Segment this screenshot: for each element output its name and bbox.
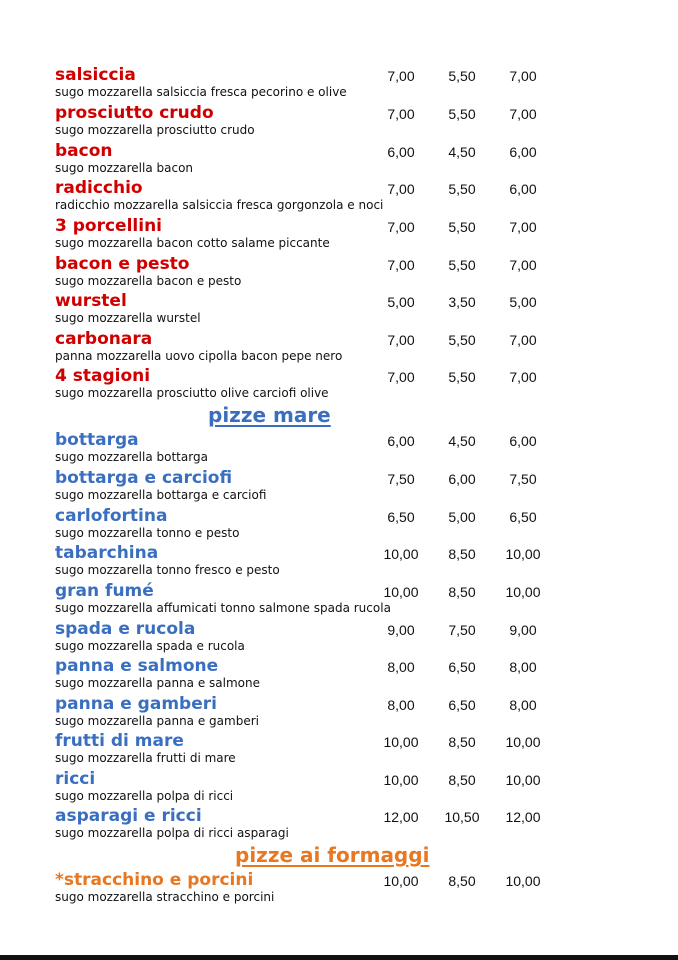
item-price-2: 8,50 [448,873,476,889]
item-price-3: 7,00 [509,219,537,235]
item-description: sugo mozzarella spada e rucola [55,639,245,653]
item-description: panna mozzarella uovo cipolla bacon pepe nero [55,349,343,363]
item-price-3: 12,00 [505,809,541,825]
menu-item [0,731,678,769]
item-price-3: 6,00 [509,144,537,160]
item-price-2: 3,50 [448,294,476,310]
item-price-1: 8,00 [387,697,415,713]
item-description: sugo mozzarella prosciutto crudo [55,123,255,137]
menu-item [0,329,678,367]
item-price-3: 6,50 [509,509,537,525]
item-price-1: 6,00 [387,144,415,160]
item-name: carlofortina [55,506,168,526]
item-price-2: 4,50 [448,433,476,449]
item-name: spada e rucola [55,619,196,639]
section-title: pizze mare [208,403,331,427]
item-price-2: 10,50 [444,809,480,825]
item-price-1: 7,00 [387,106,415,122]
item-description: sugo mozzarella affumicati tonno salmone spada rucola [55,601,391,615]
item-price-2: 8,50 [448,772,476,788]
item-price-1: 7,00 [387,332,415,348]
item-description: sugo mozzarella tonno fresco e pesto [55,563,280,577]
section-title: pizze ai formaggi [235,843,430,867]
item-price-3: 6,00 [509,433,537,449]
item-price-1: 7,00 [387,68,415,84]
menu-item [0,656,678,694]
item-description: sugo mozzarella prosciutto olive carciofi olive [55,386,329,400]
item-price-2: 8,50 [448,734,476,750]
menu-item [0,291,678,329]
item-price-1: 10,00 [383,772,419,788]
item-price-3: 7,00 [509,106,537,122]
menu-item [0,216,678,254]
item-price-3: 10,00 [505,772,541,788]
item-price-2: 5,00 [448,509,476,525]
item-name: 3 porcellini [55,216,162,236]
item-price-2: 5,50 [448,219,476,235]
item-description: sugo mozzarella panna e gamberi [55,714,259,728]
item-price-1: 12,00 [383,809,419,825]
menu-item [0,254,678,292]
item-price-1: 7,00 [387,219,415,235]
item-description: sugo mozzarella panna e salmone [55,676,261,690]
item-price-1: 6,00 [387,433,415,449]
item-price-2: 6,50 [448,697,476,713]
item-price-3: 7,00 [509,257,537,273]
item-price-1: 10,00 [383,873,419,889]
menu-item [0,141,678,179]
item-description: sugo mozzarella salsiccia fresca pecorino e olive [55,85,347,99]
item-name: bacon [55,141,113,161]
menu-item [0,430,678,468]
item-price-3: 10,00 [505,546,541,562]
bottom-border [0,955,678,960]
menu-item [0,506,678,544]
item-description: sugo mozzarella polpa di ricci [55,789,234,803]
item-name: radicchio [55,178,143,198]
item-description: sugo mozzarella bacon e pesto [55,274,242,288]
menu-item [0,806,678,844]
item-price-2: 5,50 [448,332,476,348]
menu-item [0,870,678,908]
item-price-3: 10,00 [505,734,541,750]
item-description: sugo mozzarella bottarga e carciofi [55,488,267,502]
item-price-2: 8,50 [448,546,476,562]
item-price-3: 9,00 [509,622,537,638]
item-price-1: 10,00 [383,584,419,600]
item-description: sugo mozzarella frutti di mare [55,751,236,765]
item-name: panna e salmone [55,656,219,676]
item-price-2: 7,50 [448,622,476,638]
item-price-2: 5,50 [448,106,476,122]
item-description: sugo mozzarella wurstel [55,311,201,325]
menu-item [0,694,678,732]
item-price-3: 10,00 [505,873,541,889]
item-price-1: 7,00 [387,369,415,385]
item-name: bottarga e carciofi [55,468,233,488]
item-price-2: 6,00 [448,471,476,487]
item-price-1: 7,00 [387,181,415,197]
item-name: salsiccia [55,65,136,85]
item-price-1: 10,00 [383,734,419,750]
item-name: gran fumé [55,581,154,601]
item-price-1: 5,00 [387,294,415,310]
item-price-2: 8,50 [448,584,476,600]
item-price-3: 7,00 [509,68,537,84]
item-name: ricci [55,769,96,789]
item-price-2: 5,50 [448,257,476,273]
item-price-2: 5,50 [448,369,476,385]
item-name: 4 stagioni [55,366,151,386]
item-price-3: 10,00 [505,584,541,600]
item-price-1: 7,50 [387,471,415,487]
item-description: sugo mozzarella bottarga [55,450,208,464]
item-price-1: 9,00 [387,622,415,638]
item-description: sugo mozzarella bacon [55,161,194,175]
item-price-3: 7,00 [509,369,537,385]
item-price-3: 5,00 [509,294,537,310]
item-description: sugo mozzarella tonno e pesto [55,526,240,540]
item-name: frutti di mare [55,731,184,751]
item-name: prosciutto crudo [55,103,214,123]
menu-item [0,178,678,216]
menu-item [0,103,678,141]
item-price-2: 6,50 [448,659,476,675]
menu-item [0,65,678,103]
menu-item [0,581,678,619]
item-price-3: 8,00 [509,659,537,675]
item-description: radicchio mozzarella salsiccia fresca gorgonzola e noci [55,198,384,212]
item-name: bacon e pesto [55,254,190,274]
item-price-2: 5,50 [448,68,476,84]
menu-item [0,468,678,506]
item-price-3: 6,00 [509,181,537,197]
item-description: sugo mozzarella bacon cotto salame piccante [55,236,330,250]
menu-item [0,366,678,404]
item-price-1: 10,00 [383,546,419,562]
menu-item [0,619,678,657]
item-price-3: 7,00 [509,332,537,348]
item-description: sugo mozzarella polpa di ricci asparagi [55,826,289,840]
item-description: sugo mozzarella stracchino e porcini [55,890,275,904]
item-price-1: 8,00 [387,659,415,675]
item-price-1: 6,50 [387,509,415,525]
item-name: wurstel [55,291,127,311]
item-price-3: 7,50 [509,471,537,487]
menu-item [0,769,678,807]
item-name: tabarchina [55,543,159,563]
item-price-3: 8,00 [509,697,537,713]
item-name: panna e gamberi [55,694,217,714]
item-name: asparagi e ricci [55,806,202,826]
item-name: bottarga [55,430,139,450]
item-price-1: 7,00 [387,257,415,273]
item-name: *stracchino e porcini [55,870,254,890]
item-name: carbonara [55,329,153,349]
item-price-2: 4,50 [448,144,476,160]
menu-item [0,543,678,581]
item-price-2: 5,50 [448,181,476,197]
